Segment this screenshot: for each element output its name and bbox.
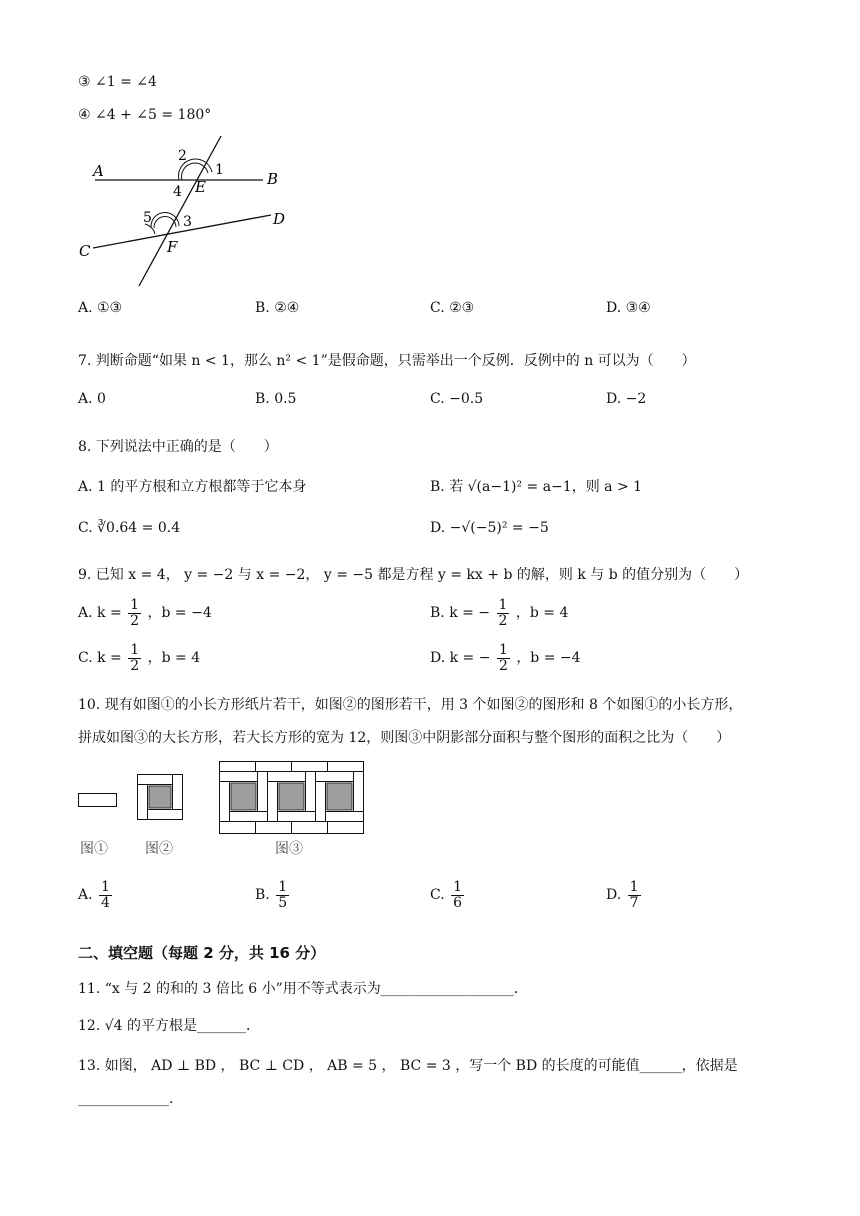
q9-a-fraction bbox=[128, 598, 141, 628]
q9-a-pre: A. k = bbox=[78, 605, 122, 622]
num: 1 bbox=[278, 879, 288, 895]
q10-a-fraction bbox=[99, 880, 112, 910]
q9-d-fraction bbox=[497, 643, 510, 673]
num: 1 bbox=[453, 879, 463, 895]
q10-c-pre: C. bbox=[430, 887, 445, 904]
q10-b-fraction bbox=[276, 880, 289, 910]
q10-stem-1: 10. 现有如图①的小长方形纸片若干，如图②的图形若干，用 3 个如图②的图形和 8 个如图①的小长方形， bbox=[78, 697, 743, 713]
section-2-heading: 二、填空题（每题 2 分，共 16 分） bbox=[78, 944, 326, 962]
q9-option-c[interactable] bbox=[78, 643, 200, 673]
q9-option-a[interactable] bbox=[78, 598, 212, 628]
q8-stem: 8. 下列说法中正确的是（ ） bbox=[78, 439, 278, 455]
q6-option-d[interactable]: D. ③④ bbox=[606, 300, 651, 316]
q9-stem: 9. 已知 x = 4， y = −2 与 x = −2， y = −5 都是方程 y = kx + b 的解，则 k 与 b 的值分别为（ ） bbox=[78, 567, 749, 583]
figure-1-small-rectangle bbox=[78, 793, 118, 809]
label-C: C bbox=[79, 242, 91, 260]
q6-option-c[interactable]: C. ②③ bbox=[430, 300, 475, 316]
q10-option-b[interactable] bbox=[255, 880, 291, 910]
figure-2-pinwheel-square bbox=[137, 774, 185, 822]
q7-stem: 7. 判断命题“如果 n < 1，那么 n² < 1”是假命题，只需举出一个反例．反例中的 n 可以为（ ） bbox=[78, 353, 696, 369]
q9-option-d[interactable] bbox=[430, 643, 581, 673]
label-F: F bbox=[167, 238, 178, 256]
num: 1 bbox=[498, 597, 508, 613]
q10-option-a[interactable] bbox=[78, 880, 114, 910]
label-A: A bbox=[93, 162, 104, 180]
q13-line-1: 13. 如图， AD ⊥ BD ， BC ⊥ CD ， AB = 5 ， BC = 3 ，写一个 BD 的长度的可能值______，依据是 bbox=[78, 1058, 738, 1074]
q9-b-pre: B. k = − bbox=[430, 605, 491, 622]
q8-option-d[interactable]: D. −√(−5)² = −5 bbox=[430, 520, 549, 536]
q8-option-a[interactable]: A. 1 的平方根和立方根都等于它本身 bbox=[78, 479, 307, 495]
q13-line-2: _____________． bbox=[78, 1091, 183, 1107]
angle-4: 4 bbox=[173, 184, 182, 200]
statement-3: ③ ∠1 = ∠4 bbox=[78, 74, 157, 90]
label-E: E bbox=[195, 178, 206, 196]
num: 1 bbox=[130, 597, 140, 613]
q9-d-pre: D. k = − bbox=[430, 650, 491, 667]
q6-option-b[interactable]: B. ②④ bbox=[255, 300, 300, 316]
num: 1 bbox=[498, 642, 508, 658]
q10-stem-2: 拼成如图③的大长方形，若大长方形的宽为 12，则图③中阴影部分面积与整个图形的面积之比为（ ） bbox=[78, 730, 731, 746]
q9-c-pre: C. k = bbox=[78, 650, 122, 667]
q10-b-pre: B. bbox=[255, 887, 270, 904]
q10-option-d[interactable] bbox=[606, 880, 643, 910]
q10-a-pre: A. bbox=[78, 887, 93, 904]
angle-3: 3 bbox=[183, 214, 192, 230]
angle-5: 5 bbox=[143, 210, 152, 226]
q7-option-a[interactable]: A. 0 bbox=[78, 391, 106, 407]
q9-a-post: ，b = −4 bbox=[147, 605, 212, 622]
den: 2 bbox=[130, 657, 140, 674]
den: 2 bbox=[130, 612, 140, 629]
den: 2 bbox=[498, 657, 508, 674]
num: 1 bbox=[130, 642, 140, 658]
parallel-lines-figure bbox=[75, 130, 315, 290]
den: 7 bbox=[629, 894, 639, 911]
q11: 11. “x 与 2 的和的 3 倍比 6 小”用不等式表示为___________________． bbox=[78, 981, 528, 997]
angle-2: 2 bbox=[178, 148, 187, 164]
q10-c-fraction bbox=[451, 880, 464, 910]
q9-c-fraction bbox=[128, 643, 141, 673]
figure-2-caption: 图② bbox=[145, 841, 173, 857]
q7-option-c[interactable]: C. −0.5 bbox=[430, 391, 484, 407]
q10-d-pre: D. bbox=[606, 887, 622, 904]
num: 1 bbox=[101, 879, 110, 895]
num: 1 bbox=[629, 879, 639, 895]
den: 2 bbox=[498, 612, 508, 629]
q9-b-fraction bbox=[497, 598, 510, 628]
q10-d-fraction bbox=[628, 880, 641, 910]
label-D: D bbox=[273, 210, 286, 228]
q9-b-post: ，b = 4 bbox=[515, 605, 569, 622]
q8-option-b[interactable]: B. 若 √(a−1)² = a−1，则 a > 1 bbox=[430, 479, 643, 495]
q9-option-b[interactable] bbox=[430, 598, 568, 628]
figure-3-big-rectangle bbox=[219, 761, 365, 835]
q12: 12. √4 的平方根是_______． bbox=[78, 1018, 260, 1034]
den: 6 bbox=[453, 894, 463, 911]
q7-option-d[interactable]: D. −2 bbox=[606, 391, 647, 407]
q8-option-c[interactable]: C. ∛0.64 = 0.4 bbox=[78, 520, 181, 536]
q7-option-b[interactable]: B. 0.5 bbox=[255, 391, 297, 407]
label-B: B bbox=[267, 170, 279, 188]
q6-option-a[interactable]: A. ①③ bbox=[78, 300, 123, 316]
statement-4: ④ ∠4 + ∠5 = 180° bbox=[78, 107, 212, 123]
q9-d-post: ，b = −4 bbox=[516, 650, 581, 667]
figure-3-caption: 图③ bbox=[275, 841, 303, 857]
figure-1-caption: 图① bbox=[80, 841, 108, 857]
den: 5 bbox=[278, 894, 288, 911]
den: 4 bbox=[101, 894, 110, 911]
q10-option-c[interactable] bbox=[430, 880, 466, 910]
angle-1: 1 bbox=[215, 162, 224, 178]
q9-c-post: ，b = 4 bbox=[147, 650, 201, 667]
